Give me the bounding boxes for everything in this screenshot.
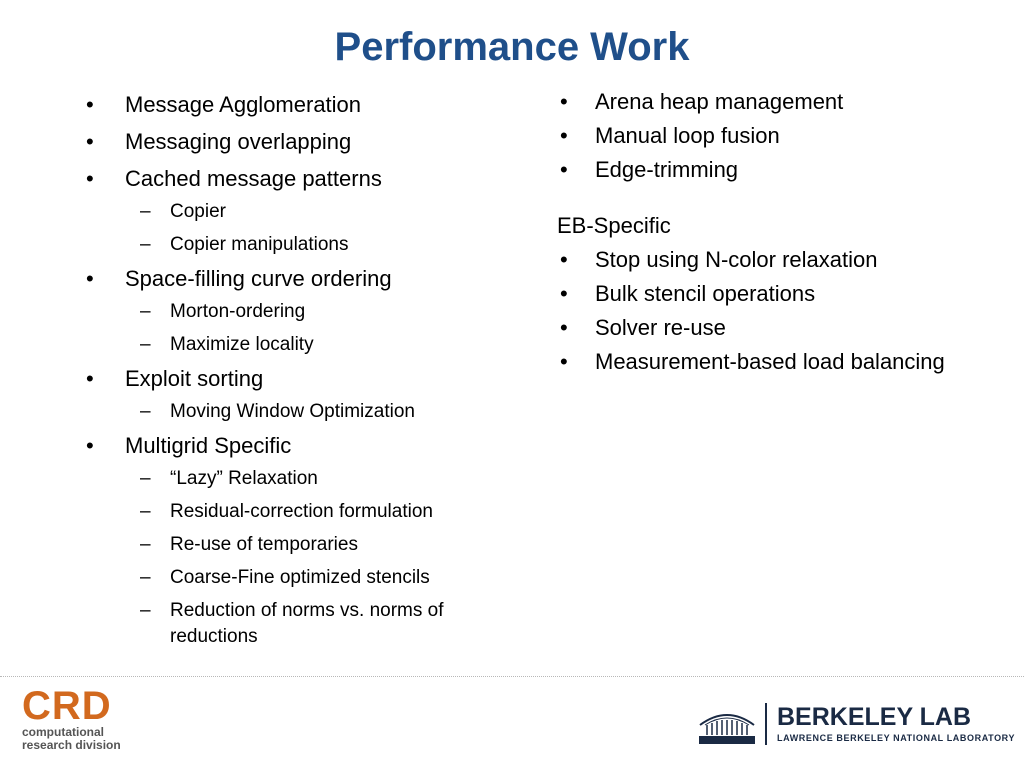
bullet-text: Bulk stencil operations: [595, 281, 816, 306]
sub-bullet-text: “Lazy” Relaxation: [170, 468, 318, 489]
bullet-item: [86, 365, 526, 392]
bullet-item: [86, 165, 526, 192]
sub-bullet-item: [86, 565, 526, 591]
crd-logo: [22, 686, 142, 752]
sub-bullet-text: Morton-ordering: [170, 301, 306, 322]
bullet-marker: •: [560, 123, 568, 148]
bullet-text: Space-filling curve ordering: [125, 266, 392, 291]
bullet-item: [557, 314, 977, 342]
sub-bullet-item: [86, 532, 526, 558]
bullet-text: Edge-trimming: [595, 157, 739, 182]
sub-bullet-text: Copier: [170, 201, 226, 222]
sub-bullet-text: Copier manipulations: [170, 234, 349, 255]
berkeley-lab-divider: [765, 703, 767, 745]
bullet-text: Arena heap management: [595, 89, 844, 114]
bullet-item: [557, 246, 977, 274]
bullet-item: [86, 128, 526, 155]
bullet-marker: •: [560, 315, 568, 340]
bullet-text: Stop using N-color relaxation: [595, 247, 878, 272]
sub-bullet-text: Maximize locality: [170, 334, 314, 355]
left-bullet-list: [86, 91, 526, 657]
sub-bullet-text: Coarse-Fine optimized stencils: [170, 567, 430, 588]
dash-marker: –: [140, 201, 151, 222]
dash-marker: –: [140, 567, 151, 588]
bullet-item: [557, 88, 977, 116]
sub-bullet-item: [86, 499, 526, 525]
bullet-item: [557, 348, 977, 376]
bullet-item: [86, 91, 526, 118]
sub-bullet-item: [86, 232, 526, 258]
crd-logo-line1: computational: [22, 725, 105, 739]
berkeley-lab-name: BERKELEY LAB: [777, 703, 972, 731]
bullet-marker: •: [86, 92, 94, 117]
right-bullet-list: [557, 88, 977, 184]
sub-bullet-item: [86, 399, 526, 425]
footer-divider: [0, 676, 1024, 677]
bullet-text: Solver re-use: [595, 315, 726, 340]
bullet-item: [557, 122, 977, 150]
sub-bullet-text: Reduction of norms vs. norms of reductions: [170, 600, 444, 647]
dash-marker: –: [140, 234, 151, 255]
sub-bullet-text: Moving Window Optimization: [170, 401, 415, 422]
berkeley-lab-fullname: LAWRENCE BERKELEY NATIONAL LABORATORY: [777, 733, 1016, 743]
bullet-marker: •: [560, 349, 568, 374]
bullet-marker: •: [86, 129, 94, 154]
sub-bullet-item: [86, 598, 526, 650]
eb-bullet-list: [557, 246, 977, 376]
dash-marker: –: [140, 401, 151, 422]
dash-marker: –: [140, 301, 151, 322]
bullet-item: [557, 280, 977, 308]
right-column: [557, 88, 977, 382]
sub-bullet-item: [86, 199, 526, 225]
bullet-text: Measurement-based load balancing: [595, 349, 945, 374]
bullet-marker: •: [86, 266, 94, 291]
dash-marker: –: [140, 600, 151, 621]
bullet-text: Cached message patterns: [125, 166, 382, 191]
bullet-item: [86, 265, 526, 292]
dash-marker: –: [140, 334, 151, 355]
sub-bullet-text: Re-use of temporaries: [170, 534, 358, 555]
bullet-marker: •: [560, 247, 568, 272]
bullet-marker: •: [86, 366, 94, 391]
bullet-marker: •: [86, 166, 94, 191]
bullet-text: Multigrid Specific: [125, 433, 292, 458]
crd-logo-mark: CRD: [22, 684, 112, 728]
bullet-text: Manual loop fusion: [595, 123, 780, 148]
bullet-text: Messaging overlapping: [125, 129, 352, 154]
eb-specific-heading: EB-Specific: [557, 213, 671, 238]
bullet-text: Exploit sorting: [125, 366, 264, 391]
crd-logo-line2: research division: [22, 738, 121, 752]
sub-bullet-item: [86, 332, 526, 358]
sub-bullet-item: [86, 466, 526, 492]
dash-marker: –: [140, 468, 151, 489]
bullet-text: Message Agglomeration: [125, 92, 362, 117]
bullet-marker: •: [560, 89, 568, 114]
slide-title: Performance Work: [334, 25, 690, 69]
sub-bullet-item: [86, 299, 526, 325]
dash-marker: –: [140, 534, 151, 555]
sub-bullet-text: Residual-correction formulation: [170, 501, 433, 522]
bullet-item: [557, 156, 977, 184]
dash-marker: –: [140, 501, 151, 522]
bullet-marker: •: [560, 281, 568, 306]
bullet-item: [86, 432, 526, 459]
bullet-marker: •: [86, 433, 94, 458]
berkeley-lab-building-icon: [697, 703, 757, 747]
bullet-marker: •: [560, 157, 568, 182]
